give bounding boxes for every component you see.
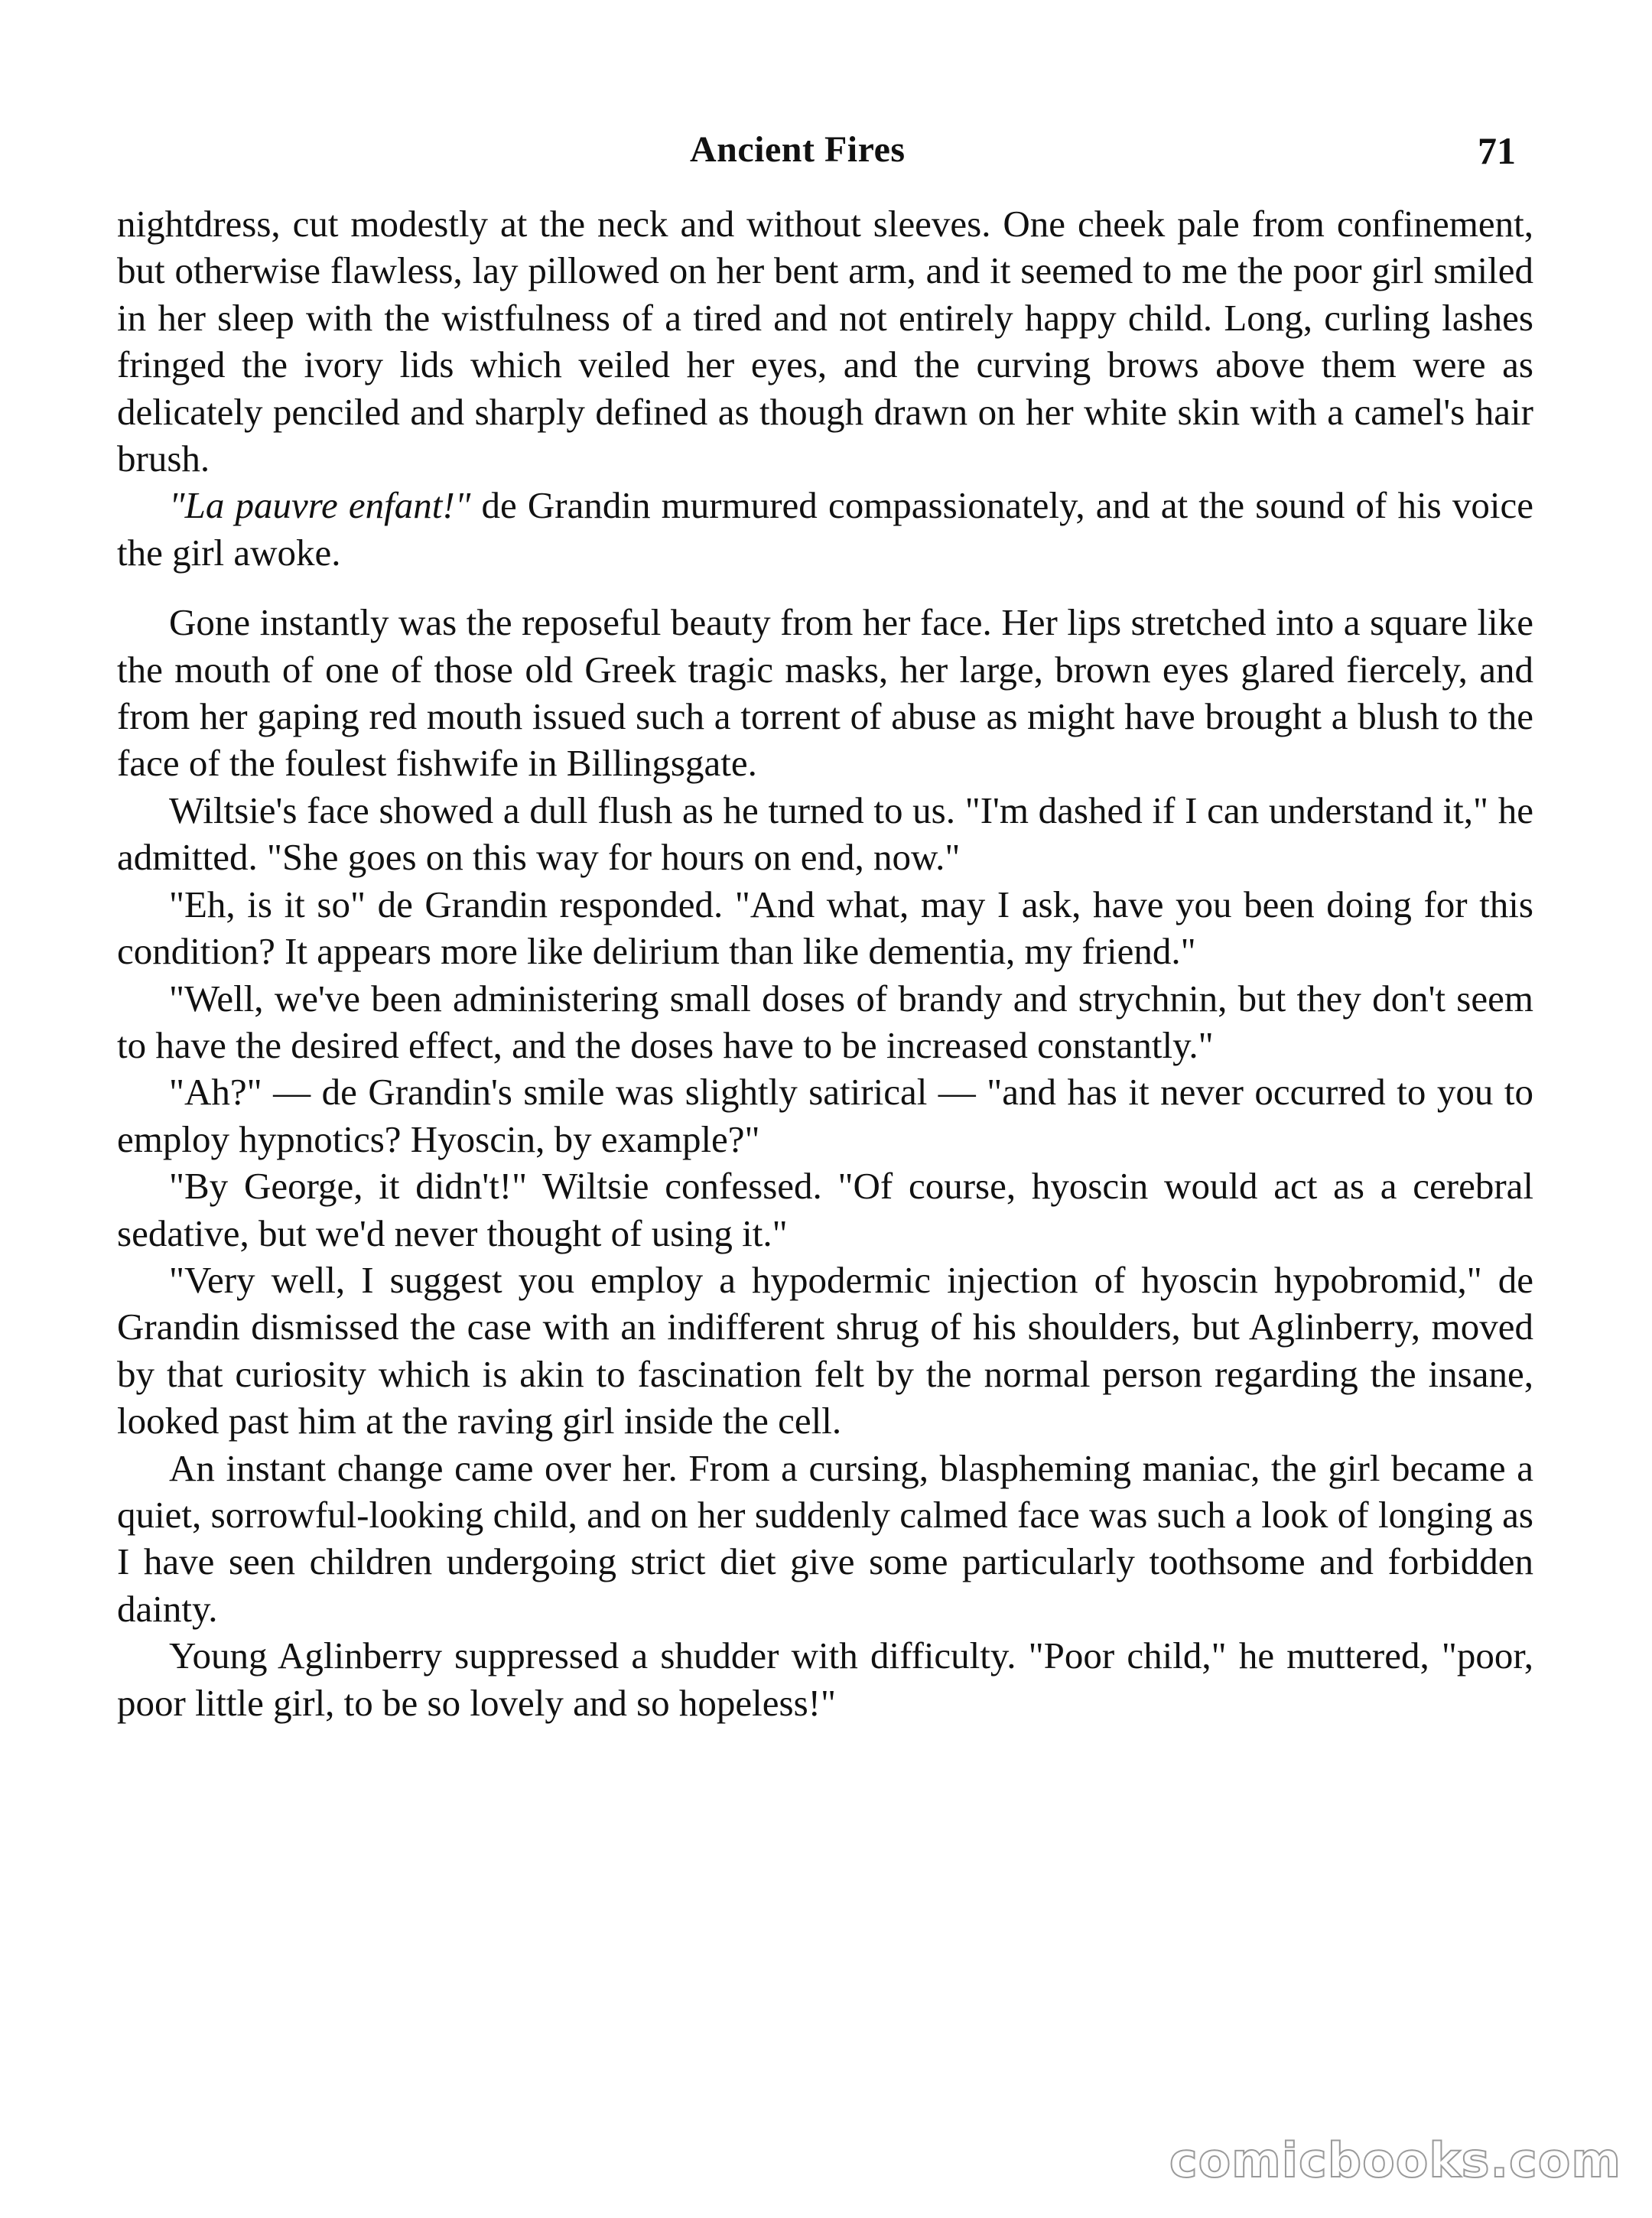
italic-phrase: "La pauvre enfant!"	[169, 484, 471, 527]
page-number: 71	[1478, 129, 1516, 172]
body-text	[117, 200, 1533, 1726]
running-header	[0, 128, 1652, 174]
paragraph: "Eh, is it so" de Grandin responded. "And what, may I ask, have you been doing for this condition? It appears more like delirium than like dementia, my friend."	[117, 883, 1533, 973]
paragraph: "Ah?" — de Grandin's smile was slightly satirical — "and has it never occurred to you to employ hypnotics? Hyoscin, by example?"	[117, 1071, 1533, 1160]
paragraph-text: de Grandin murmured compassionately, and at the sound of his voice the girl awoke.	[117, 484, 1534, 574]
paragraph: Gone instantly was the reposeful beauty from her face. Her lips stretched into a square like the mouth of one of those old Greek tragic masks, her large, brown eyes glared fiercely, and from her gaping red mouth issued such a torrent of abuse as might have brought a blush to the face of the foulest fishwife in Billingsgate.	[117, 601, 1533, 785]
paragraph: nightdress, cut modestly at the neck and without sleeves. One cheek pale from confinement, but otherwise flawless, lay pillowed on her bent arm, and it seemed to me the poor girl smiled in her sleep with the wistfulness of a tired and not entirely happy child. Long, curling lashes fringed the ivory lids which veiled her eyes, and the curving brows above them were as delicately penciled and sharply defined as though drawn on her white skin with a camel's hair brush.	[117, 203, 1533, 480]
watermark-logo: comicbooks.com	[1169, 2132, 1621, 2188]
running-title: Ancient Fires	[690, 129, 906, 170]
paragraph: "Well, we've been administering small doses of brandy and strychnin, but they don't seem to have the desired effect, and the doses have to be increased constantly."	[117, 977, 1533, 1066]
paragraph: "By George, it didn't!" Wiltsie confessed. "Of course, hyoscin would act as a cerebral sedative, but we'd never thought of using it."	[117, 1165, 1533, 1254]
paragraph: Wiltsie's face showed a dull flush as he turned to us. "I'm dashed if I can understand it," he admitted. "She goes on this way for hours on end, now."	[117, 789, 1533, 879]
paragraph: An instant change came over her. From a cursing, blaspheming maniac, the girl became a quiet, sorrowful-looking child, and on her suddenly calmed face was such a look of longing as I have seen children undergoing strict diet give some particularly toothsome and forbidden dainty.	[117, 1446, 1533, 1630]
paragraph: Young Aglinberry suppressed a shudder with difficulty. "Poor child," he muttered, "poor, poor little girl, to be so lovely and so hopeless!"	[117, 1634, 1533, 1724]
paragraph	[117, 482, 1533, 576]
paragraph: "Very well, I suggest you employ a hypodermic injection of hyoscin hypobromid," de Grandin dismissed the case with an indifferent shrug of his shoulders, but Aglinberry, moved by that curiosity which is akin to fascination felt by the normal person regarding the insane, looked past him at the raving girl inside the cell.	[117, 1258, 1533, 1442]
